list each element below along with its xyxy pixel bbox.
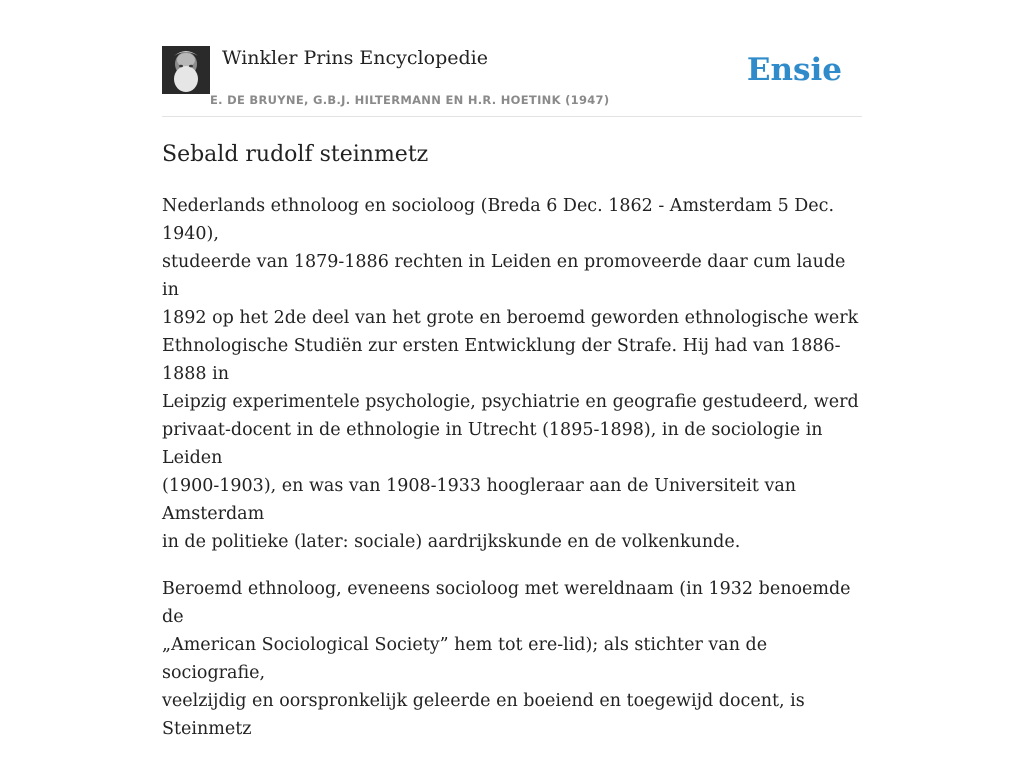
- author-portrait-icon[interactable]: [162, 46, 210, 94]
- article-paragraph: Nederlands ethnoloog en socioloog (Breda 6 Dec. 1862 - Amsterdam 5 Dec. 1940), studeerde van 1879-1886 rechten in Leiden en promoveerde daar cum laude in 1892 op het 2de deel van het grote en beroemd geworden ethnologische werk Ethnologische Studiën zur ersten Entwicklung der Strafe. Hij had van 1886-1888 in Leipzig experimentele psychologie, psychiatrie en geografie gestudeerd, werd privaat-docent in de ethnologie in Utrecht (1895-1898), in de sociologie in Leiden (1900-1903), en was van 1908-1933 hoogleraar aan de Universiteit van Amsterdam in de politieke (later: sociale) aardrijkskunde en de volkenkunde.: [162, 196, 859, 552]
- source-byline: E. DE BRUYNE, G.B.J. HILTERMANN EN H.R. HOETINK (1947): [210, 93, 610, 107]
- article-title: Sebald rudolf steinmetz: [162, 142, 429, 167]
- ensie-logo[interactable]: Ensie: [746, 52, 842, 88]
- site-header: [162, 46, 862, 117]
- site-title[interactable]: Winkler Prins Encyclopedie: [222, 47, 488, 69]
- article-paragraph: Beroemd ethnoloog, eveneens socioloog met wereldnaam (in 1932 benoemde de „American Sociological Society” hem tot ere-lid); als stichter van de sociografie, veelzijdig en oorspronkelijk geleerde en boeiend en toegewijd docent, is Steinmetz: [162, 579, 851, 739]
- article-body: [162, 192, 862, 762]
